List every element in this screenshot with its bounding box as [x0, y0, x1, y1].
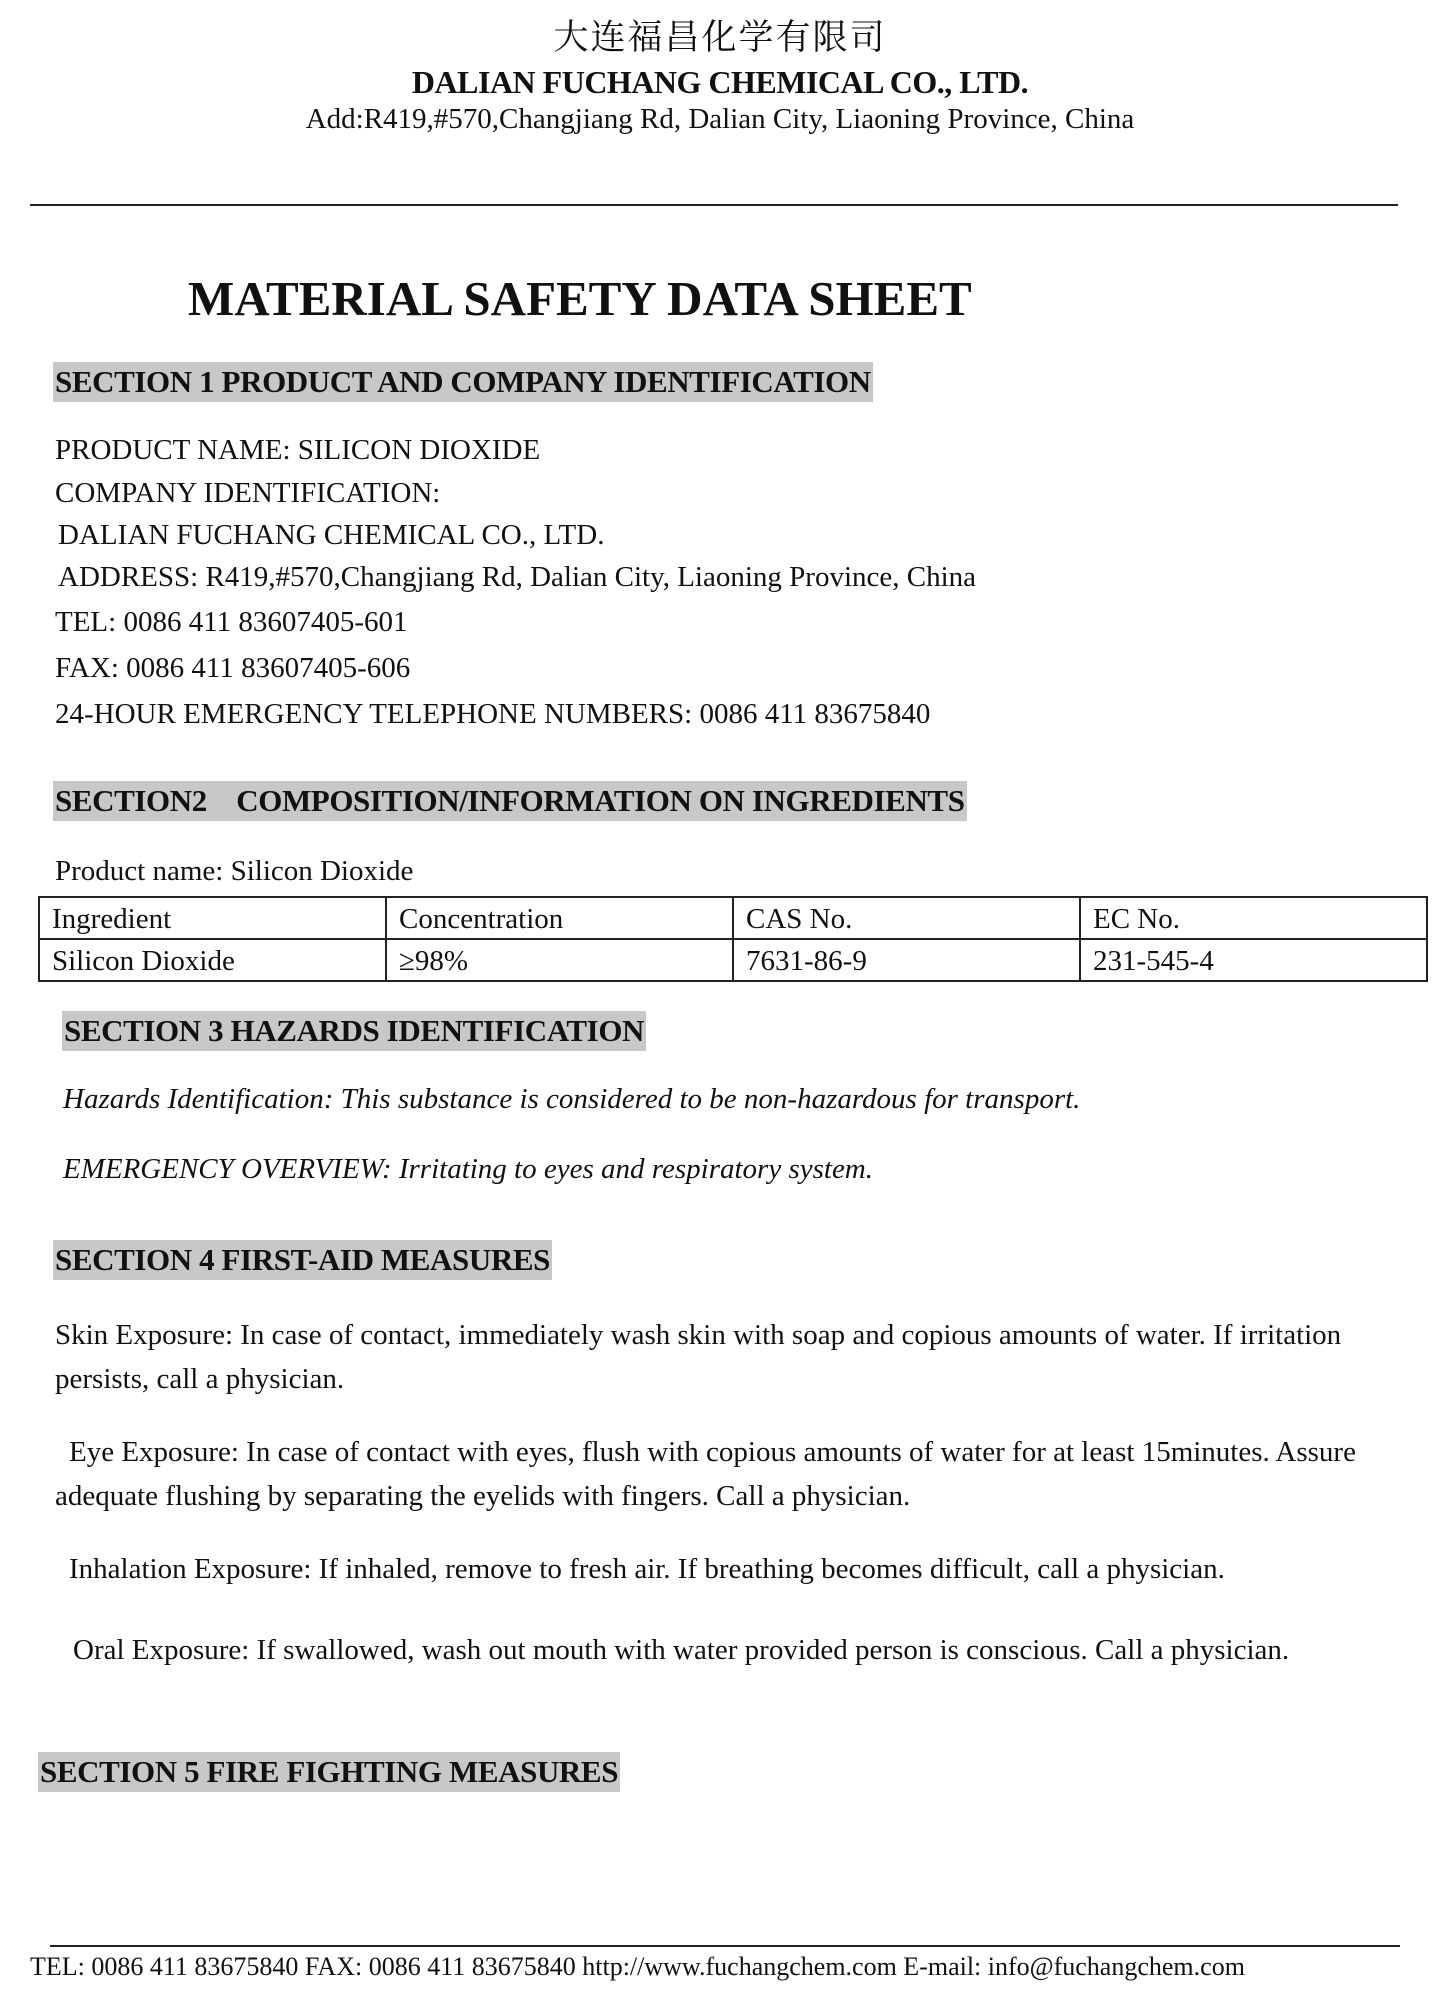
company-id-label: COMPANY IDENTIFICATION: [55, 477, 441, 509]
ingredients-table [38, 896, 1428, 982]
fax-line: FAX: 0086 411 83607405-606 [55, 652, 411, 684]
table-cell: 7631-86-9 [733, 939, 1080, 981]
table-cell: ≥98% [386, 939, 733, 981]
section4-heading: SECTION 4 FIRST-AID MEASURES [53, 1240, 552, 1280]
table-row [39, 939, 1427, 981]
hazards-identification: Hazards Identification: This substance is considered to be non-hazardous for transport. [63, 1083, 1081, 1115]
inhalation-exposure: Inhalation Exposure: If inhaled, remove to fresh air. If breathing becomes difficult, call a physician. [69, 1553, 1225, 1585]
company-name-line: DALIAN FUCHANG CHEMICAL CO., LTD. [58, 519, 605, 551]
section2-product-name: Product name: Silicon Dioxide [55, 855, 414, 887]
table-header-cell: CAS No. [733, 897, 1080, 939]
eye-exposure: Eye Exposure: In case of contact with eyes, flush with copious amounts of water for at least 15minutes. Assure adequate flushing by separating the eyelids with fingers. Call a physician. [55, 1436, 1356, 1512]
emergency-line: 24-HOUR EMERGENCY TELEPHONE NUMBERS: 0086 411 83675840 [55, 698, 931, 730]
table-header-cell: Ingredient [39, 897, 386, 939]
table-header-cell: EC No. [1080, 897, 1427, 939]
section1-heading: SECTION 1 PRODUCT AND COMPANY IDENTIFICATION [53, 362, 873, 402]
section2-heading: SECTION2 COMPOSITION/INFORMATION ON INGREDIENTS [53, 781, 967, 821]
oral-exposure: Oral Exposure: If swallowed, wash out mouth with water provided person is conscious. Call a physician. [73, 1634, 1290, 1666]
table-cell: 231-545-4 [1080, 939, 1427, 981]
document-title: MATERIAL SAFETY DATA SHEET [188, 271, 972, 326]
company-chinese-name: 大连福昌化学有限司 [553, 18, 887, 58]
skin-exposure: Skin Exposure: In case of contact, immediately wash skin with soap and copious amounts of water. If irritation persists, call a physician. [55, 1319, 1342, 1395]
section5-heading: SECTION 5 FIRE FIGHTING MEASURES [38, 1752, 620, 1792]
table-header-row [39, 897, 1427, 939]
company-address: Add:R419,#570,Changjiang Rd, Dalian City, Liaoning Province, China [305, 103, 1135, 135]
company-address-line: ADDRESS: R419,#570,Changjiang Rd, Dalian City, Liaoning Province, China [58, 561, 977, 593]
table-header-cell: Concentration [386, 897, 733, 939]
tel-line: TEL: 0086 411 83607405-601 [55, 606, 408, 638]
table-cell: Silicon Dioxide [39, 939, 386, 981]
emergency-overview: EMERGENCY OVERVIEW: Irritating to eyes and respiratory system. [63, 1153, 874, 1185]
product-name: PRODUCT NAME: SILICON DIOXIDE [55, 434, 541, 466]
company-name: DALIAN FUCHANG CHEMICAL CO., LTD. [411, 64, 1029, 100]
header-divider [30, 204, 1398, 206]
footer-contact: TEL: 0086 411 83675840 FAX: 0086 411 83675840 http://www.fuchangchem.com E-mail: info@fuchangchem.com [30, 1952, 1245, 1981]
section3-heading: SECTION 3 HAZARDS IDENTIFICATION [62, 1011, 646, 1051]
footer-divider [50, 1945, 1400, 1947]
